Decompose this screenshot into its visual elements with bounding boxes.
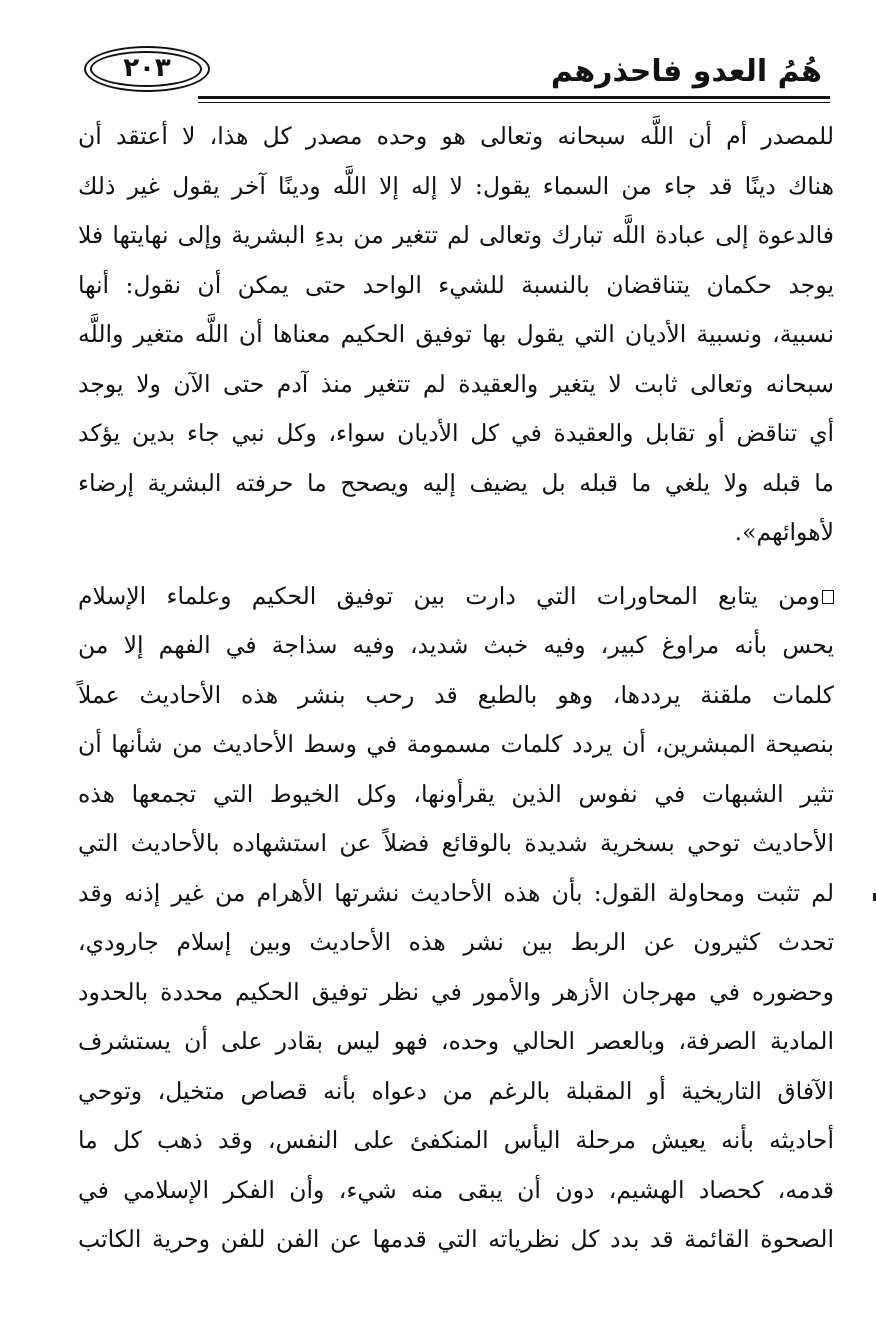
text-line: أحاديثه بأنه يعيش مرحلة اليأس المنكفئ على النفس، وقد ذهب كل ما [78, 1126, 834, 1154]
page-number-badge [84, 46, 214, 96]
text-line: لم تثبت ومحاولة القول: بأن هذه الأحاديث نشرتها الأهرام من غير إذنه وقد [78, 878, 834, 907]
text-line: يوجد حكمان يتناقضان بالنسبة للشيء الواحد حتى يمكن أن نقول: أنها [78, 270, 834, 299]
text-line: لأهوائهم». [734, 518, 834, 546]
text-line: الأحاديث توحي بسخرية شديدة بالوقائع فضلاً عن استشهاده بالأحاديث التي [78, 829, 834, 857]
text-line: تحدث كثيرون عن الربط بين نشر هذه الأحاديث وبين إسلام جارودي، [78, 928, 834, 956]
text-line: يحس بأنه مراوغ كبير، وفيه خبث شديد، وفيه سذاجة في الفهم إلا من [78, 631, 834, 659]
text-line: للمصدر أم أن اللَّه سبحانه وتعالى هو وحده مصدر كل هذا، لا أعتقد أن [78, 122, 834, 150]
page-header [78, 40, 830, 104]
text-line: تثير الشبهات في نفوس الذين يقرأونها، وكل الخيوط التي تجمعها هذه [78, 779, 834, 808]
header-rule [198, 96, 830, 99]
paragraph-gap [78, 558, 834, 572]
text-line: قدمه، كحصاد الهشيم، دون أن يبقى منه شيء، وأن الفكر الإسلامي في [78, 1175, 834, 1204]
text-line: ومن يتابع المحاورات التي دارت بين توفيق الحكيم وعلماء الإسلام [78, 581, 820, 610]
text-line: نسبية، ونسبية الأديان التي يقول بها توفيق الحكيم معناها أن اللَّه متغير واللَّه [78, 320, 834, 348]
header-rule-thin [198, 102, 830, 103]
paragraph-marker-icon [822, 590, 834, 604]
text-line: المادية الصرفة، وبالعصر الحالي وحده، فهو ليس بقادر على أن يستشرف [78, 1027, 834, 1055]
text-line: أي تناقض أو تقابل والعقيدة في كل الأديان سواء، وكل نبي جاء بدين يؤكد [78, 419, 834, 447]
running-title: هُمُ العدو فاحذرهم [550, 54, 822, 89]
text-line: سبحانه وتعالى ثابت لا يتغير والعقيدة لم تتغير منذ آدم حتى الآن ولا يوجد [78, 369, 834, 398]
text-line: بنصيحة المبشرين، أن يردد كلمات مسمومة في وسط الأحاديث من شأنها أن [78, 730, 834, 758]
page-number: ٢٠٣ [123, 53, 171, 83]
body-text [78, 112, 834, 1265]
text-line: وحضوره في مهرجان الأزهر والأمور في نظر توفيق الحكيم محددة بالحدود [78, 977, 834, 1006]
text-line: كلمات ملقنة يرددها، وهو بالطبع قد رحب بنشر هذه الأحاديث عملاً [78, 680, 834, 709]
paragraph-2 [78, 572, 834, 1265]
text-line: ما قبله ولا يلغي ما قبله بل يضيف إليه ويصحح ما حرفته البشرية إرضاء [78, 468, 834, 497]
text-line-first [78, 572, 834, 622]
paragraph-1 [78, 112, 834, 558]
text-line: فالدعوة إلى عبادة اللَّه تبارك وتعالى لم تتغير من بدءِ البشرية وإلى نهايتها فلا [78, 221, 834, 249]
text-line: هناك دينًا قد جاء من السماء يقول: لا إله إلا اللَّه ودينًا آخر يقول غير ذلك [78, 171, 834, 200]
text-line: الآفاق التاريخية أو المقبلة بالرغم من دعواه بأنه قصاص متخيل، وتوحي [78, 1076, 834, 1105]
text-line: الصحوة القائمة قد بدد كل نظرياته التي قدمها عن الفن للفن وحرية الكاتب [78, 1225, 834, 1253]
